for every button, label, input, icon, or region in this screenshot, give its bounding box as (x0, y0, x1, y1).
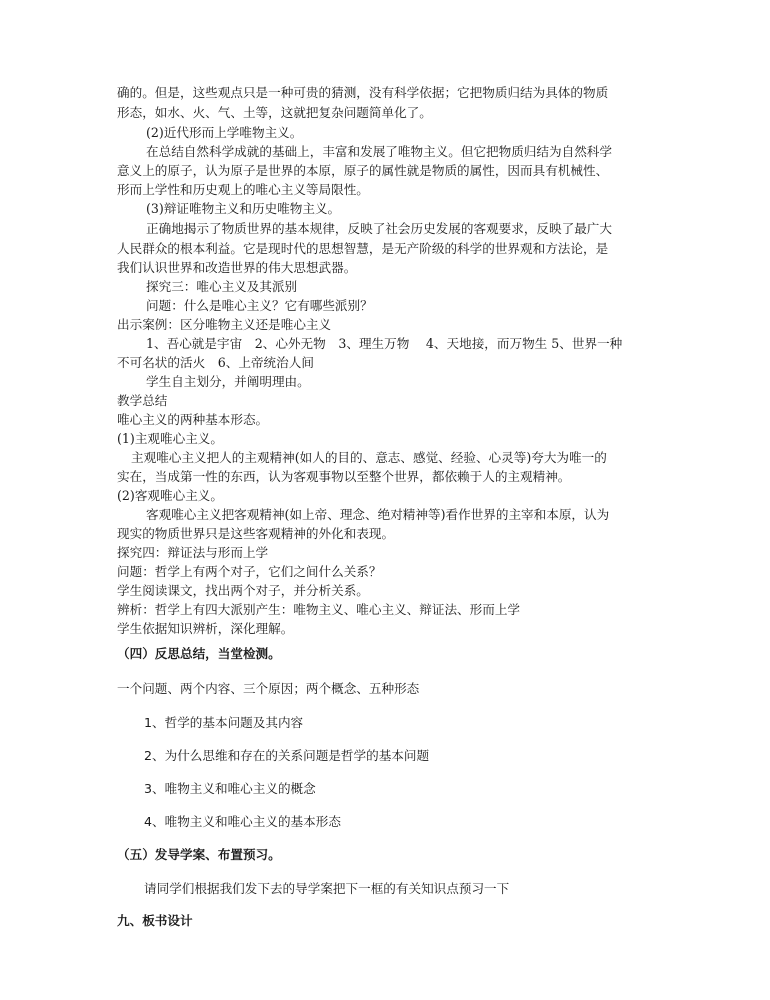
case-list-line: 不可名状的活火 6、上帝统治人间 (117, 355, 314, 370)
summary-line: 一个问题、两个内容、三个原因；两个概念、五种形态 (117, 681, 420, 696)
student-read: 学生阅读课文，找出两个对子，并分析关系。 (117, 583, 369, 598)
paragraph-line: 现实的物质世界只是这些客观精神的外化和表现。 (117, 526, 395, 541)
section-five-title: （五）发导学案、布置预习。 (117, 847, 281, 862)
subjective-idealism-heading: (1)主观唯心主义。 (117, 431, 223, 446)
question-four: 问题：哲学上有两个对子，它们之间什么关系？ (117, 564, 382, 579)
paragraph-line: 客观唯心主义把客观精神(如上帝、理念、绝对精神等)看作世界的主宰和本原，认为 (146, 507, 610, 522)
paragraph-line: 在总结自然科学成就的基础上，丰富和发展了唯物主义。但它把物质归结为自然科学 (146, 144, 612, 159)
review-list-item: 3、唯物主义和唯心主义的概念 (144, 781, 316, 796)
paragraph-line: 形态，如水、火、气、土等，这就把复杂问题简单化了。 (117, 105, 432, 120)
analysis-line: 辨析：哲学上有四大派别产生：唯物主义、唯心主义、辩证法、形而上学 (117, 602, 520, 617)
paragraph-line: 我们认识世界和改造世界的伟大思想武器。 (117, 260, 357, 275)
subheading-dialectical-materialism: (3)辩证唯物主义和历史唯物主义。 (146, 201, 341, 216)
paragraph-line: 主观唯心主义把人的主观精神(如人的目的、意志、感觉、经验、心灵等)夸大为唯一的 (131, 450, 607, 465)
review-list-item: 1、哲学的基本问题及其内容 (144, 715, 304, 730)
question-three: 问题：什么是唯心主义？它有哪些派别？ (146, 298, 373, 313)
paragraph-line: 形而上学性和历史观上的唯心主义等局限性。 (117, 182, 369, 197)
two-forms-heading: 唯心主义的两种基本形态。 (117, 412, 269, 427)
explore-three-heading: 探究三：唯心主义及其派别 (146, 279, 298, 294)
paragraph-line: 实在，当成第一性的东西，认为客观事物以至整个世界，都依赖于人的主观精神。 (117, 469, 571, 484)
objective-idealism-heading: (2)客观唯心主义。 (117, 488, 223, 503)
paragraph-line: 确的。但是，这些观点只是一种可贵的猜测，没有科学依据；它把物质归结为具体的物质 (117, 85, 609, 100)
paragraph-line: 人民群众的根本利益。它是现时代的思想智慧，是无产阶级的科学的世界观和方法论，是 (117, 241, 609, 256)
teaching-summary-heading: 教学总结 (117, 393, 168, 408)
paragraph-line: 意义上的原子，认为原子是世界的本原，原子的属性就是物质的属性，因而具有机械性、 (117, 163, 609, 178)
case-intro: 出示案例：区分唯物主义还是唯心主义 (117, 317, 332, 332)
section-four-title: （四）反思总结，当堂检测。 (117, 646, 281, 661)
paragraph-line: 正确地揭示了物质世界的基本规律，反映了社会历史发展的客观要求，反映了最广大 (146, 221, 612, 236)
review-list-item: 2、为什么思维和存在的关系问题是哲学的基本问题 (144, 748, 430, 763)
subheading-modern-materialism: (2)近代形而上学唯物主义。 (146, 125, 303, 140)
student-analyze: 学生依据知识辨析，深化理解。 (117, 621, 294, 636)
preview-instruction: 请同学们根据我们发下去的导学案把下一框的有关知识点预习一下 (144, 881, 510, 896)
student-divide: 学生自主划分，并阐明理由。 (146, 374, 310, 389)
section-nine-title: 九、板书设计 (117, 913, 193, 928)
case-list-line: 1、吾心就是宇宙 2、心外无物 3、理生万物 4、天地接，而万物生 5、世界一种 (146, 336, 623, 351)
review-list-item: 4、唯物主义和唯心主义的基本形态 (144, 814, 341, 829)
explore-four-heading: 探究四：辩证法与形而上学 (117, 545, 269, 560)
